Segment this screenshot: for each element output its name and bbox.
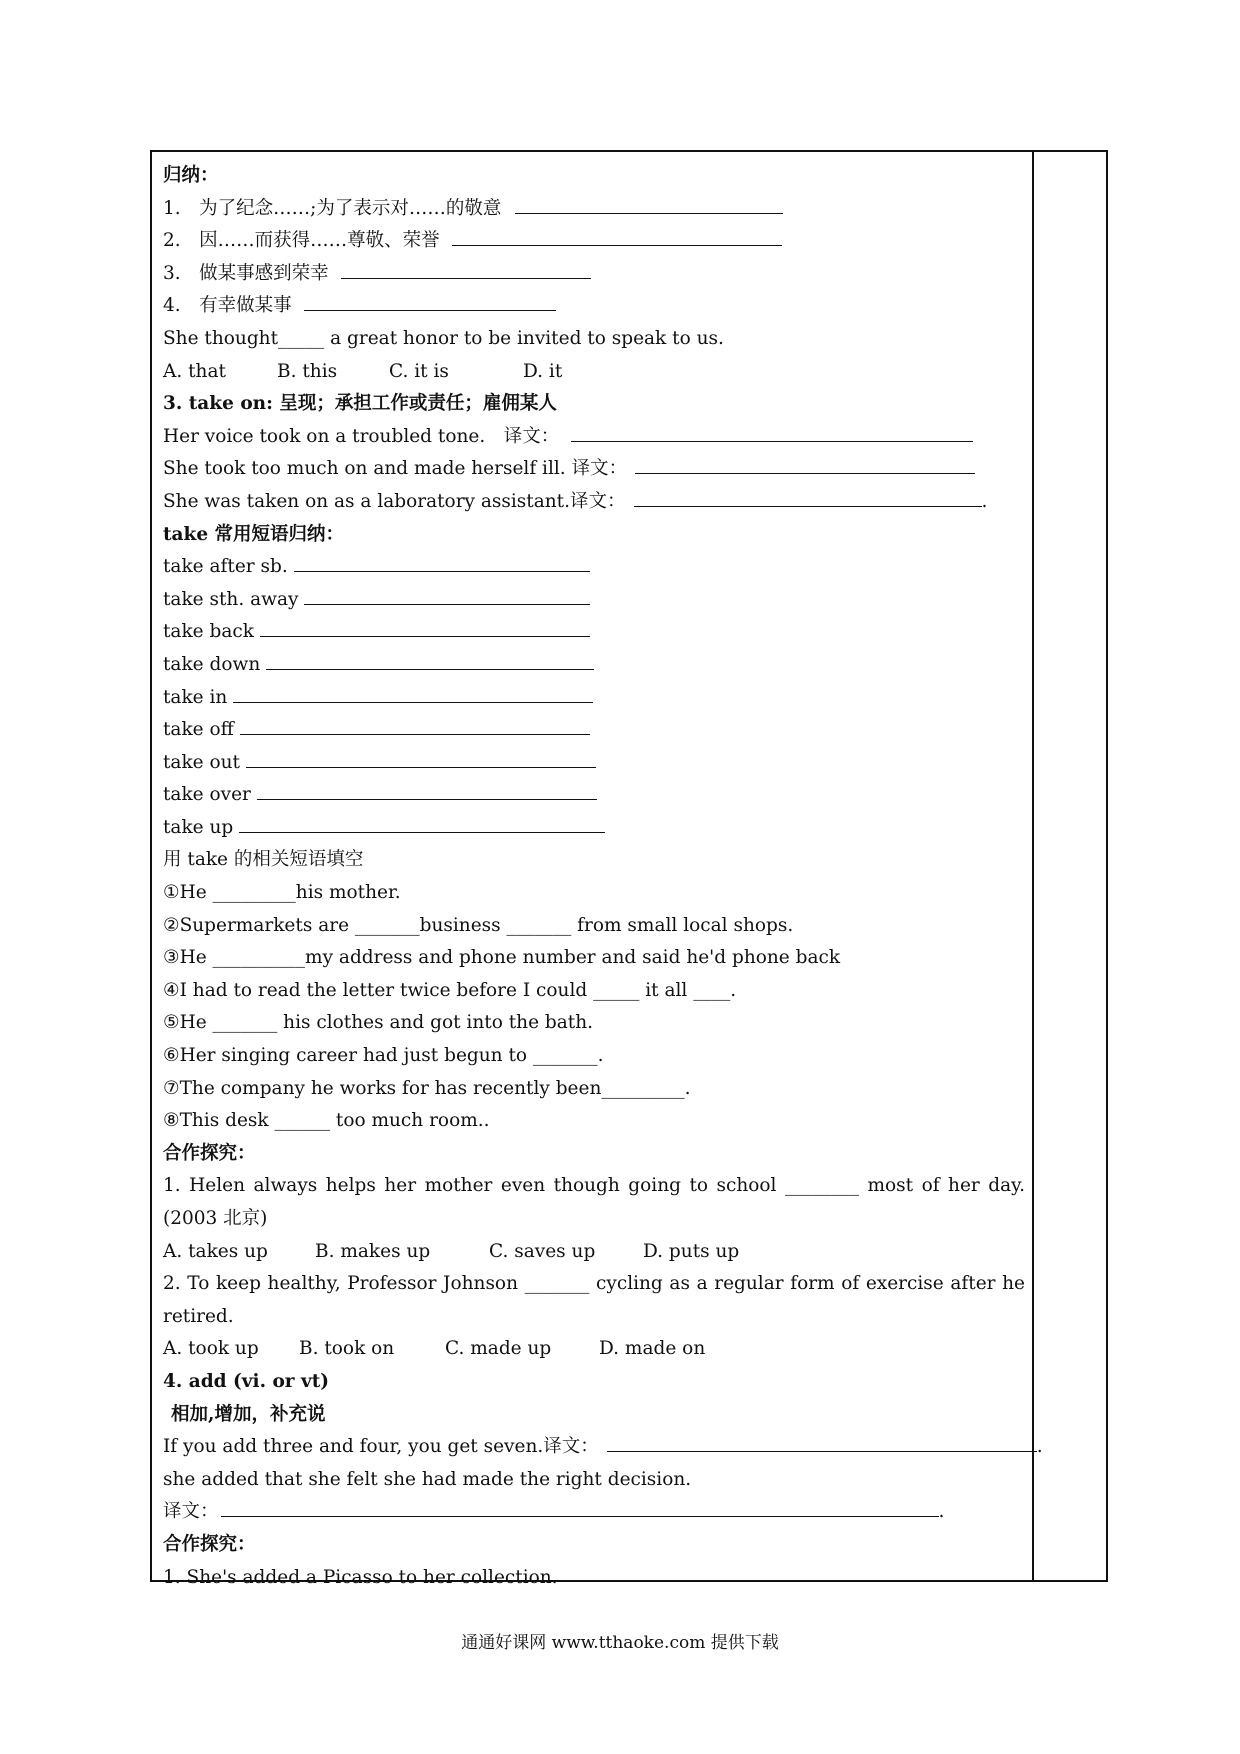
option[interactable]: D. made on	[599, 1338, 706, 1360]
section-heading: 合作探究：	[163, 1533, 256, 1555]
summary-item: 4. 有幸做某事	[163, 290, 1025, 323]
phrase-item: take after sb.	[163, 551, 1025, 584]
answer-blank[interactable]	[233, 682, 593, 703]
answer-blank[interactable]	[515, 193, 783, 214]
option[interactable]: A. that	[163, 360, 226, 382]
phrase-item: take off	[163, 714, 1025, 747]
example-sentence: she added that she felt she had made the right decision.	[163, 1468, 692, 1490]
fill-item: ①He _________his mother.	[163, 882, 401, 904]
option[interactable]: B. this	[277, 360, 338, 382]
example-sentence: Her voice took on a troubled tone. 译文：	[163, 421, 1025, 454]
answer-blank[interactable]	[257, 779, 597, 800]
option[interactable]: D. it	[523, 360, 563, 382]
phrase-item: take back	[163, 616, 1025, 649]
option[interactable]: B. makes up	[315, 1240, 431, 1262]
question-options	[163, 356, 1025, 389]
fill-item: ④I had to read the letter twice before I could _____ it all ____.	[163, 979, 737, 1001]
question-stem: She thought_____ a great honor to be invited to speak to us.	[163, 327, 724, 349]
option[interactable]: C. it is	[389, 360, 449, 382]
example-sentence: She took too much on and made herself ill. 译文：	[163, 453, 1025, 486]
fill-item: ②Supermarkets are _______business _______ from small local shops.	[163, 914, 794, 936]
option[interactable]: A. takes up	[163, 1240, 268, 1262]
option[interactable]: B. took on	[299, 1338, 395, 1360]
summary-item: 1. 为了纪念……;为了表示对……的敬意	[163, 193, 1025, 226]
option[interactable]: C. made up	[445, 1338, 552, 1360]
phrase-item: take sth. away	[163, 584, 1025, 617]
translation-blank[interactable]	[571, 421, 973, 442]
translation-blank[interactable]	[635, 453, 975, 474]
answer-blank[interactable]	[239, 812, 605, 833]
question-stem: 1. Helen always helps her mother even though going to school ________ most of her day. (2003 北京)	[163, 1175, 1025, 1229]
worksheet-table	[150, 150, 1108, 1588]
fill-heading: 用 take 的相关短语填空	[163, 849, 364, 871]
answer-blank[interactable]	[304, 290, 556, 311]
option[interactable]: C. saves up	[489, 1240, 596, 1262]
summary-heading: 归纳：	[163, 165, 219, 186]
translation-blank[interactable]	[221, 1496, 939, 1517]
section-heading: take 常用短语归纳：	[163, 523, 345, 545]
answer-blank[interactable]	[452, 225, 782, 246]
question-stem: 2. To keep healthy, Professor Johnson _______ cycling as a regular form of exercise after he retired.	[163, 1273, 1025, 1327]
phrase-item: take out	[163, 747, 1025, 780]
option[interactable]: A. took up	[163, 1338, 259, 1360]
section-heading: 4. add (vi. or vt)	[163, 1370, 330, 1392]
fill-item: ⑧This desk ______ too much room..	[163, 1110, 490, 1132]
summary-item: 2. 因……而获得……尊敬、荣誉	[163, 225, 1025, 258]
answer-blank[interactable]	[260, 616, 590, 637]
translation-line: 译文： .	[163, 1496, 1025, 1529]
question-options	[163, 1333, 1025, 1366]
answer-blank[interactable]	[304, 584, 590, 605]
answer-blank[interactable]	[246, 747, 596, 768]
option[interactable]: D. puts up	[643, 1240, 740, 1262]
answer-blank[interactable]	[341, 258, 591, 279]
summary-item: 3. 做某事感到荣幸	[163, 258, 1025, 291]
answer-blank[interactable]	[266, 649, 594, 670]
example-sentence: If you add three and four, you get seven.译文： .	[163, 1431, 1025, 1464]
section-heading: 合作探究：	[163, 1142, 256, 1164]
question-stem: 1. She's added a Picasso to her collection.	[163, 1566, 558, 1588]
fill-item: ⑤He _______ his clothes and got into the bath.	[163, 1012, 593, 1034]
example-sentence: She was taken on as a laboratory assistant.译文： .	[163, 486, 1025, 519]
section-meaning: 相加,增加，补充说	[171, 1403, 326, 1425]
translation-blank[interactable]	[607, 1431, 1037, 1452]
answer-blank[interactable]	[240, 714, 590, 735]
fill-item: ⑥Her singing career had just begun to _______.	[163, 1045, 604, 1067]
answer-blank[interactable]	[294, 551, 590, 572]
column-divider	[1032, 152, 1034, 1580]
phrase-item: take up	[163, 812, 1025, 845]
fill-item: ⑦The company he works for has recently been_________.	[163, 1077, 691, 1099]
phrase-item: take over	[163, 779, 1025, 812]
section-heading: 3. take on: 呈现；承担工作或责任；雇佣某人	[163, 393, 557, 415]
phrase-item: take down	[163, 649, 1025, 682]
fill-item: ③He __________my address and phone number and said he'd phone back	[163, 947, 841, 969]
phrase-item: take in	[163, 682, 1025, 715]
main-cell	[163, 160, 1043, 1594]
page-footer: 通通好课网 www.tthaoke.com 提供下载	[461, 1633, 779, 1653]
translation-blank[interactable]	[634, 486, 982, 507]
question-options	[163, 1236, 1025, 1269]
